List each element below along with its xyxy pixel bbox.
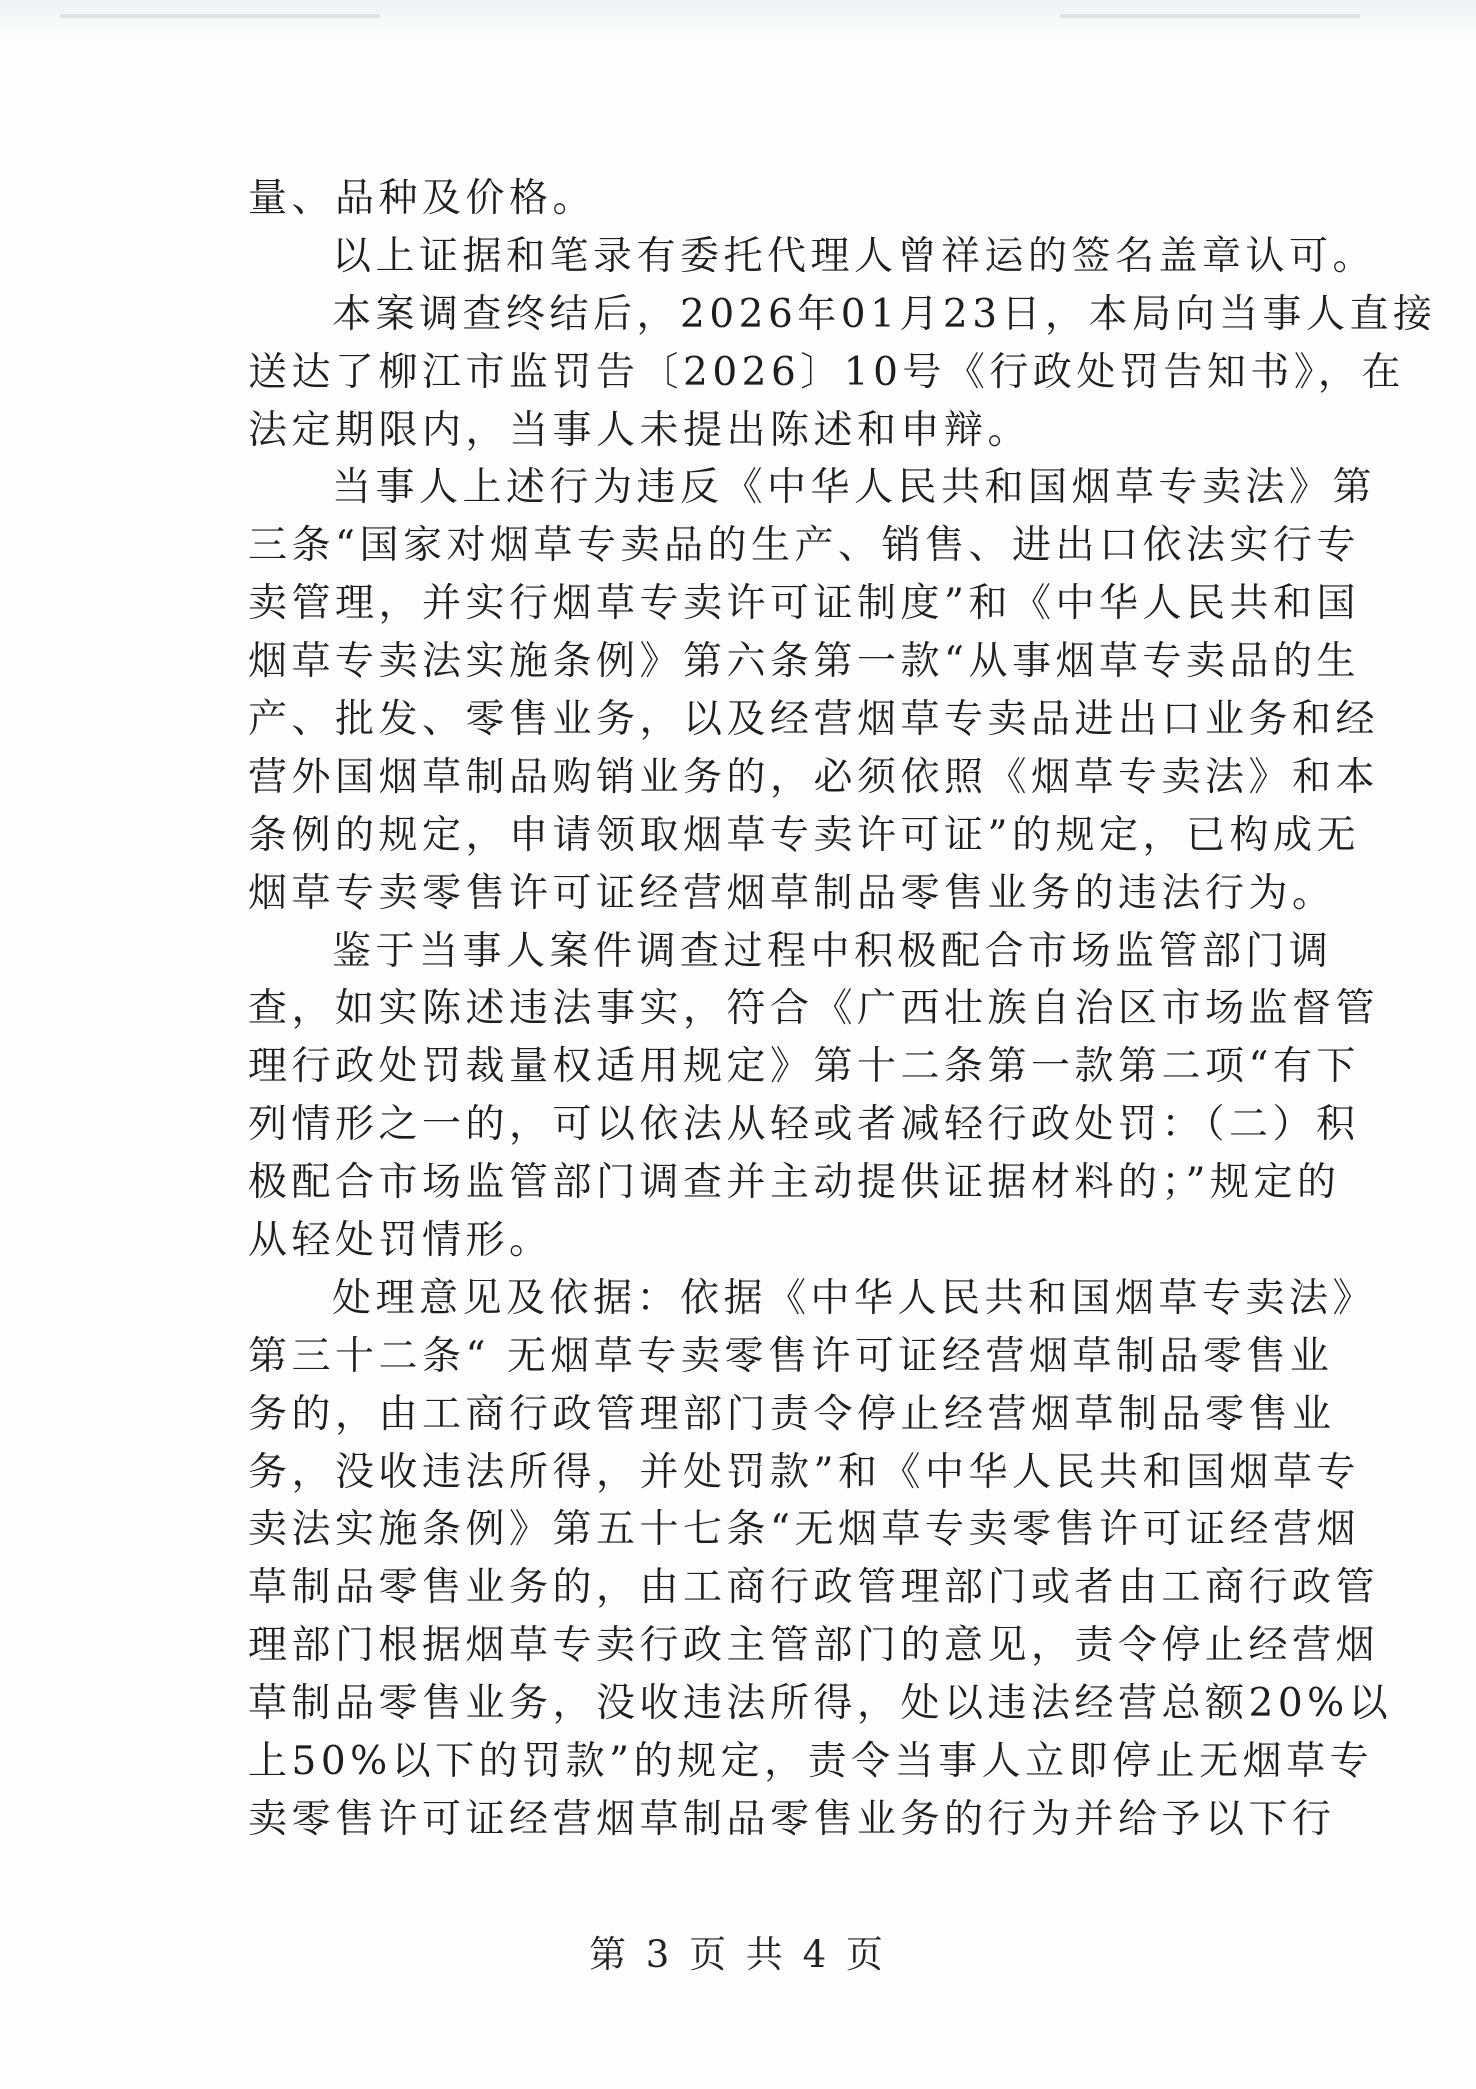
text-line: 送达了柳江市监罚告〔2026〕10号《行政处罚告知书》，在 [248,349,1405,395]
text-line: 上50%以下的罚款”的规定，责令当事人立即停止无烟草专 [248,1739,1374,1785]
scan-artifact [60,14,380,18]
text-line: 条例的规定，申请领取烟草专卖许可证”的规定，已构成无 [248,812,1360,858]
scan-edge [0,0,1476,40]
text-line: 查，如实陈述违法事实，符合《广西壮族自治区市场监督管 [248,986,1380,1032]
document-body [248,170,1437,1849]
text-line: 列情形之一的，可以依法从轻或者减轻行政处罚：（二）积 [248,1102,1360,1148]
text-line: 务的，由工商行政管理部门责令停止经营烟草制品零售业 [248,1391,1336,1437]
text-line: 极配合市场监管部门调查并主动提供证据材料的；”规定的 [248,1160,1341,1206]
text-line: 营外国烟草制品购销业务的，必须依照《烟草专卖法》和本 [248,754,1380,800]
text-line: 处理意见及依据：依据《中华人民共和国烟草专卖法》 [332,1275,1377,1321]
text-line: 本案调查终结后，2026年01月23日，本局向当事人直接 [332,291,1437,337]
text-line: 理部门根据烟草专卖行政主管部门的意见，责令停止经营烟 [248,1623,1380,1669]
text-line: 三条“国家对烟草专卖品的生产、销售、进出口依法实行专 [248,523,1360,569]
text-line: 草制品零售业务的，由工商行政管理部门或者由工商行政管 [248,1565,1380,1611]
text-line: 从轻处罚情形。 [248,1218,553,1264]
text-line: 草制品零售业务，没收违法所得，处以违法经营总额20%以 [248,1681,1393,1727]
text-line: 务，没收违法所得，并处罚款”和《中华人民共和国烟草专 [248,1449,1360,1495]
text-line: 以上证据和笔录有委托代理人曾祥运的签名盖章认可。 [332,233,1377,279]
text-line: 鉴于当事人案件调查过程中积极配合市场监管部门调 [332,928,1333,974]
scan-artifact [1060,14,1360,18]
page-number: 第 3 页 共 4 页 [589,1933,887,1976]
text-line: 烟草专卖零售许可证经营烟草制品零售业务的违法行为。 [248,870,1336,916]
text-line: 理行政处罚裁量权适用规定》第十二条第一款第二项“有下 [248,1044,1360,1090]
text-line: 产、批发、零售业务，以及经营烟草专卖品进出口业务和经 [248,697,1380,743]
text-line: 卖管理，并实行烟草专卖许可证制度”和《中华人民共和国 [248,581,1360,627]
text-line: 卖法实施条例》第五十七条“无烟草专卖零售许可证经营烟 [248,1507,1360,1553]
text-line: 卖零售许可证经营烟草制品零售业务的行为并给予以下行 [248,1796,1336,1842]
text-line: 烟草专卖法实施条例》第六条第一款“从事烟草专卖品的生 [248,639,1360,685]
text-line: 第三十二条“ 无烟草专卖零售许可证经营烟草制品零售业 [248,1333,1334,1379]
text-line: 当事人上述行为违反《中华人民共和国烟草专卖法》第 [332,465,1377,511]
text-line: 法定期限内，当事人未提出陈述和申辩。 [248,407,1032,453]
text-line: 量、品种及价格。 [248,176,597,221]
